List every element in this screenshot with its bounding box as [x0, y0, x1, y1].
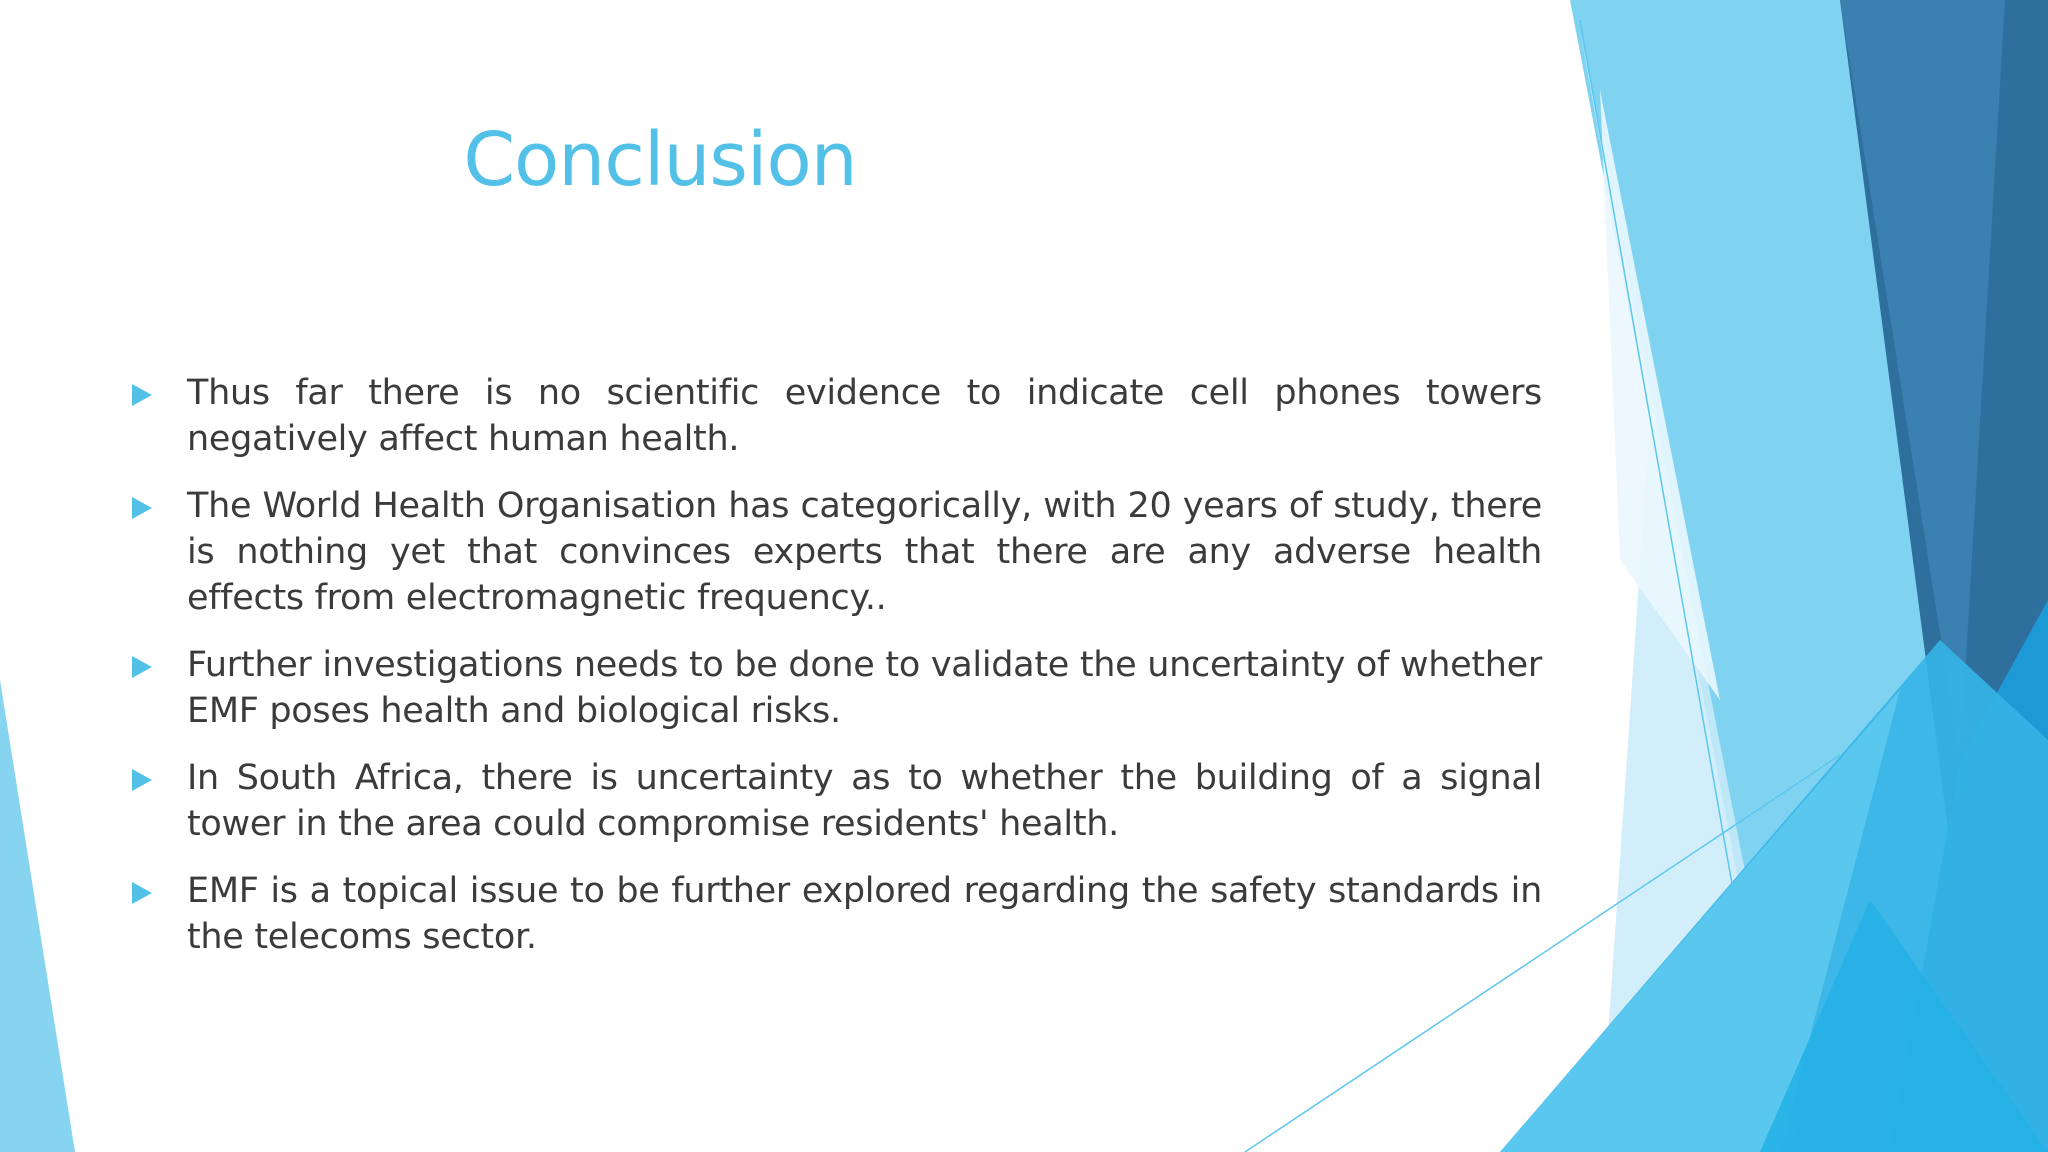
bullet-list — [130, 370, 1542, 981]
triangle-right-icon — [132, 384, 152, 406]
bullet-text: Further investigations needs to be done to validate the uncertainty of whether EMF poses health and biological risks. — [187, 645, 1542, 731]
bullet-text: The World Health Organisation has categorically, with 20 years of study, there is nothing yet that convinces experts that there are any adverse health effects from electromagnetic frequency.. — [187, 486, 1542, 618]
bullet-text: In South Africa, there is uncertainty as to whether the building of a signal tower in the area could compromise residents' health. — [187, 758, 1542, 844]
bullet-item — [130, 642, 1542, 734]
bullet-text: Thus far there is no scientific evidence to indicate cell phones towers negatively affect human health. — [187, 373, 1542, 459]
bullet-item — [130, 370, 1542, 462]
left-sliver-shape — [0, 680, 75, 1152]
bullet-item — [130, 755, 1542, 847]
triangle-right-icon — [132, 656, 152, 678]
triangle-right-icon — [132, 497, 152, 519]
slide-title: Conclusion — [463, 117, 857, 203]
triangle-right-icon — [132, 769, 152, 791]
triangle-right-icon — [132, 882, 152, 904]
bullet-text: EMF is a topical issue to be further explored regarding the safety standards in the telecoms sector. — [187, 871, 1542, 957]
bullet-item — [130, 483, 1542, 621]
bullet-item — [130, 868, 1542, 960]
